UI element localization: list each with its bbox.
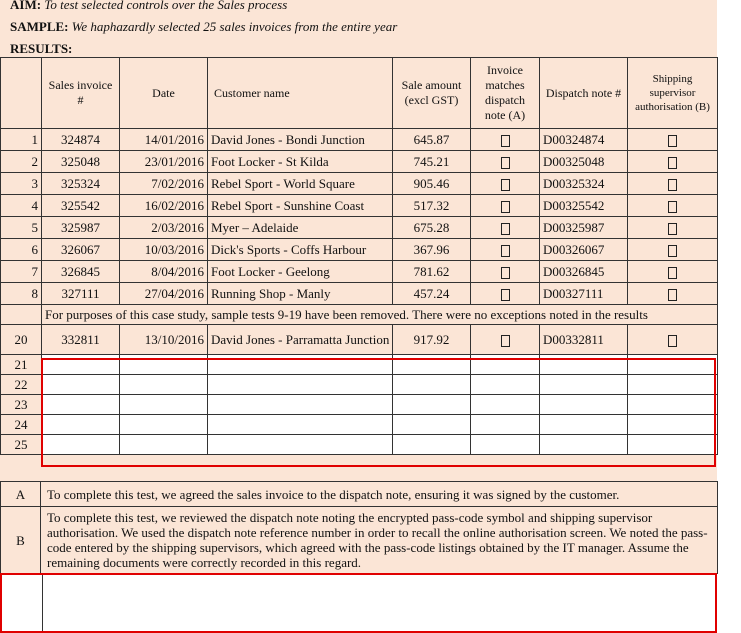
empty-cell[interactable] xyxy=(393,355,471,375)
customer-name: Dick's Sports - Coffs Harbour xyxy=(208,239,393,261)
row-number: 5 xyxy=(1,217,42,239)
row-number: 1 xyxy=(1,129,42,151)
dispatch-number: D00325324 xyxy=(540,173,628,195)
empty-cell[interactable] xyxy=(471,395,540,415)
empty-cell[interactable] xyxy=(208,355,393,375)
aim-line xyxy=(10,0,287,13)
auth-checkbox xyxy=(628,195,718,217)
checkbox-icon[interactable] xyxy=(501,179,510,191)
match-checkbox xyxy=(471,325,540,355)
empty-cell[interactable] xyxy=(42,355,120,375)
highlight-answer-area[interactable] xyxy=(0,573,717,633)
empty-cell[interactable] xyxy=(540,435,628,455)
auth-checkbox xyxy=(628,173,718,195)
sale-amount: 675.28 xyxy=(393,217,471,239)
customer-name: David Jones - Parramatta Junction xyxy=(208,325,393,355)
sample-text: We haphazardly selected 25 sales invoices from the entire year xyxy=(71,19,398,34)
customer-name: Running Shop - Manly xyxy=(208,283,393,305)
table-body xyxy=(1,129,718,455)
col-header-invoice: Sales invoice # xyxy=(42,58,120,129)
row-number: 4 xyxy=(1,195,42,217)
col-header-auth: Shipping supervisor authorisation (B) xyxy=(628,58,718,129)
col-header-customer: Customer name xyxy=(208,58,393,129)
empty-cell[interactable] xyxy=(208,395,393,415)
match-checkbox xyxy=(471,217,540,239)
dispatch-number: D00327111 xyxy=(540,283,628,305)
customer-name: Foot Locker - St Kilda xyxy=(208,151,393,173)
footnote-text: To complete this test, we reviewed the dispatch note noting the encrypted pass-code symbol and shipping supervisor authorisation. We used the dispatch note reference number in order to recall the online authorisation screen. We noted the pass-code entered by the shipping supervisors, which agreed with the pass-code listings obtained by the IT manager. Assume the remaining documents were correctly recorded in this regard. xyxy=(41,507,718,574)
auth-checkbox xyxy=(628,261,718,283)
col-header-amount: Sale amount (excl GST) xyxy=(393,58,471,129)
invoice-date: 7/02/2016 xyxy=(120,173,208,195)
sale-amount: 457.24 xyxy=(393,283,471,305)
checkbox-icon[interactable] xyxy=(501,289,510,301)
table-row xyxy=(1,151,718,173)
match-checkbox xyxy=(471,261,540,283)
empty-row xyxy=(1,415,718,435)
row-number: 7 xyxy=(1,261,42,283)
row-number: 2 xyxy=(1,151,42,173)
dispatch-number: D00326845 xyxy=(540,261,628,283)
footnote-label: B xyxy=(1,507,41,574)
row-number: 24 xyxy=(1,415,42,435)
row-number: 20 xyxy=(1,325,42,355)
auth-checkbox xyxy=(628,239,718,261)
invoice-date: 14/01/2016 xyxy=(120,129,208,151)
dispatch-number: D00332811 xyxy=(540,325,628,355)
results-table xyxy=(0,57,718,455)
empty-row xyxy=(1,355,718,375)
customer-name: Rebel Sport - World Square xyxy=(208,173,393,195)
checkbox-icon[interactable] xyxy=(668,267,677,279)
sale-amount: 745.21 xyxy=(393,151,471,173)
checkbox-icon[interactable] xyxy=(668,135,677,147)
empty-cell[interactable] xyxy=(628,435,718,455)
table-row xyxy=(1,129,718,151)
sale-amount: 517.32 xyxy=(393,195,471,217)
sale-amount: 905.46 xyxy=(393,173,471,195)
empty-cell[interactable] xyxy=(471,355,540,375)
empty-cell[interactable] xyxy=(393,415,471,435)
note-row xyxy=(1,305,718,325)
empty-row xyxy=(1,435,718,455)
auth-checkbox xyxy=(628,325,718,355)
match-checkbox xyxy=(471,129,540,151)
invoice-date: 8/04/2016 xyxy=(120,261,208,283)
empty-cell[interactable] xyxy=(120,415,208,435)
customer-name: Rebel Sport - Sunshine Coast xyxy=(208,195,393,217)
match-checkbox xyxy=(471,173,540,195)
invoice-number: 332811 xyxy=(42,325,120,355)
checkbox-icon[interactable] xyxy=(501,157,510,169)
empty-cell[interactable] xyxy=(471,435,540,455)
sale-amount: 781.62 xyxy=(393,261,471,283)
dispatch-number: D00325542 xyxy=(540,195,628,217)
empty-row xyxy=(1,395,718,415)
checkbox-icon[interactable] xyxy=(668,289,677,301)
match-checkbox xyxy=(471,283,540,305)
empty-row xyxy=(1,375,718,395)
footnote-label: A xyxy=(1,482,41,507)
row-number: 8 xyxy=(1,283,42,305)
empty-cell[interactable] xyxy=(393,435,471,455)
customer-name: David Jones - Bondi Junction xyxy=(208,129,393,151)
empty-cell[interactable] xyxy=(120,395,208,415)
invoice-number: 325324 xyxy=(42,173,120,195)
row-number: 3 xyxy=(1,173,42,195)
empty-cell[interactable] xyxy=(628,395,718,415)
table-row xyxy=(1,173,718,195)
checkbox-icon[interactable] xyxy=(501,335,510,347)
row-number: 23 xyxy=(1,395,42,415)
invoice-date: 2/03/2016 xyxy=(120,217,208,239)
aim-label: AIM: xyxy=(10,0,42,12)
dispatch-number: D00325048 xyxy=(540,151,628,173)
sale-amount: 367.96 xyxy=(393,239,471,261)
table-row xyxy=(1,261,718,283)
table-row xyxy=(1,239,718,261)
empty-cell[interactable] xyxy=(471,415,540,435)
checkbox-icon[interactable] xyxy=(501,201,510,213)
invoice-date: 13/10/2016 xyxy=(120,325,208,355)
customer-name: Myer – Adelaide xyxy=(208,217,393,239)
footnote-row xyxy=(1,507,718,574)
dispatch-number: D00325987 xyxy=(540,217,628,239)
auth-checkbox xyxy=(628,217,718,239)
empty-cell[interactable] xyxy=(540,415,628,435)
empty-cell[interactable] xyxy=(42,375,120,395)
footnote-text: To complete this test, we agreed the sales invoice to the dispatch note, ensuring it was signed by the customer. xyxy=(41,482,718,507)
footnote-row xyxy=(1,482,718,507)
dispatch-number: D00326067 xyxy=(540,239,628,261)
col-header-dispatch: Dispatch note # xyxy=(540,58,628,129)
sample-line xyxy=(10,19,397,35)
empty-cell[interactable] xyxy=(628,375,718,395)
sale-amount: 917.92 xyxy=(393,325,471,355)
auth-checkbox xyxy=(628,151,718,173)
table-row xyxy=(1,325,718,355)
invoice-number: 324874 xyxy=(42,129,120,151)
empty-cell[interactable] xyxy=(540,395,628,415)
table-row xyxy=(1,217,718,239)
checkbox-icon[interactable] xyxy=(668,335,677,347)
auth-checkbox xyxy=(628,129,718,151)
empty-cell[interactable] xyxy=(120,435,208,455)
aim-text: To test selected controls over the Sales process xyxy=(44,0,288,12)
row-number: 21 xyxy=(1,355,42,375)
empty-cell[interactable] xyxy=(120,355,208,375)
empty-cell[interactable] xyxy=(208,435,393,455)
table-row xyxy=(1,283,718,305)
sample-label: SAMPLE: xyxy=(10,19,69,34)
invoice-date: 27/04/2016 xyxy=(120,283,208,305)
checkbox-icon[interactable] xyxy=(668,179,677,191)
checkbox-icon[interactable] xyxy=(501,267,510,279)
match-checkbox xyxy=(471,151,540,173)
results-line xyxy=(10,41,72,57)
removed-tests-note: For purposes of this case study, sample tests 9-19 have been removed. There were no exceptions noted in the results xyxy=(42,305,718,325)
row-number: 22 xyxy=(1,375,42,395)
checkbox-icon[interactable] xyxy=(501,135,510,147)
invoice-number: 325542 xyxy=(42,195,120,217)
empty-cell[interactable] xyxy=(42,435,120,455)
empty-cell[interactable] xyxy=(628,355,718,375)
match-checkbox xyxy=(471,195,540,217)
empty-cell[interactable] xyxy=(628,415,718,435)
checkbox-icon[interactable] xyxy=(668,157,677,169)
empty-cell[interactable] xyxy=(393,395,471,415)
invoice-number: 326845 xyxy=(42,261,120,283)
empty-cell[interactable] xyxy=(540,355,628,375)
invoice-date: 23/01/2016 xyxy=(120,151,208,173)
dispatch-number: D00324874 xyxy=(540,129,628,151)
invoice-date: 16/02/2016 xyxy=(120,195,208,217)
note-spacer xyxy=(1,305,42,325)
footnotes-table xyxy=(0,481,718,574)
checkbox-icon[interactable] xyxy=(501,223,510,235)
table-row xyxy=(1,195,718,217)
auth-checkbox xyxy=(628,283,718,305)
row-number: 25 xyxy=(1,435,42,455)
empty-cell[interactable] xyxy=(42,415,120,435)
checkbox-icon[interactable] xyxy=(668,245,677,257)
results-label: RESULTS: xyxy=(10,41,73,56)
empty-cell[interactable] xyxy=(540,375,628,395)
invoice-number: 325987 xyxy=(42,217,120,239)
sale-amount: 645.87 xyxy=(393,129,471,151)
col-header-number xyxy=(1,58,42,129)
empty-cell[interactable] xyxy=(120,375,208,395)
invoice-number: 327111 xyxy=(42,283,120,305)
empty-cell[interactable] xyxy=(393,375,471,395)
row-number: 6 xyxy=(1,239,42,261)
checkbox-icon[interactable] xyxy=(668,223,677,235)
checkbox-icon[interactable] xyxy=(501,245,510,257)
empty-cell[interactable] xyxy=(471,375,540,395)
empty-cell[interactable] xyxy=(42,395,120,415)
invoice-number: 325048 xyxy=(42,151,120,173)
col-header-date: Date xyxy=(120,58,208,129)
invoice-number: 326067 xyxy=(42,239,120,261)
empty-cell[interactable] xyxy=(208,415,393,435)
checkbox-icon[interactable] xyxy=(668,201,677,213)
table-header-row xyxy=(1,58,718,129)
empty-cell[interactable] xyxy=(208,375,393,395)
col-header-match: Invoice matches dispatch note (A) xyxy=(471,58,540,129)
customer-name: Foot Locker - Geelong xyxy=(208,261,393,283)
match-checkbox xyxy=(471,239,540,261)
invoice-date: 10/03/2016 xyxy=(120,239,208,261)
